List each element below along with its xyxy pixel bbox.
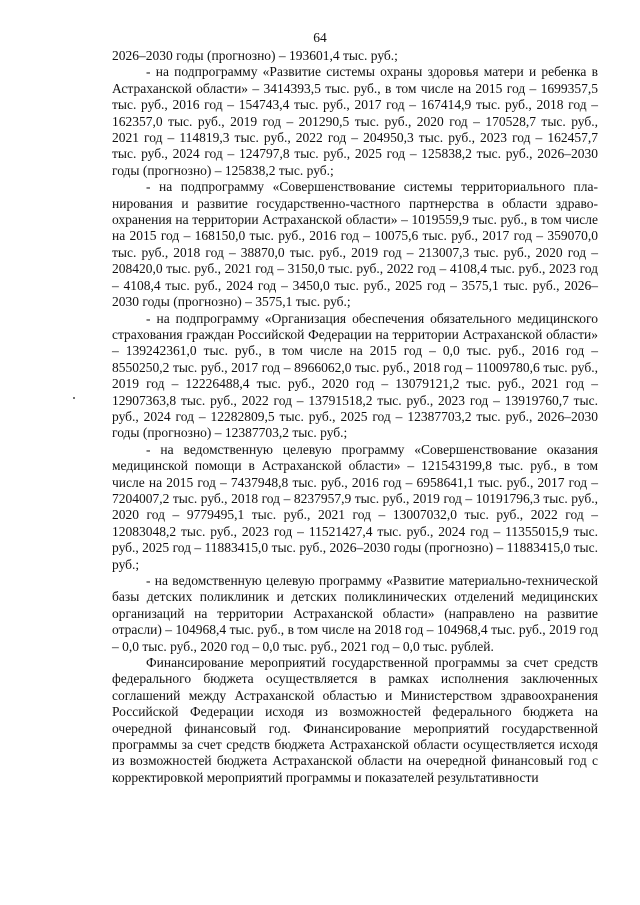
paragraph-pediatric-clinics: - на ведомственную целевую программу «Развитие материально-технической базы детских поликлиник и детских поликлинических отделений медицинских организаций на территории Астраханской области» (направлено на развитие отрасли) – 104968,4 тыс. руб., в том числе на 2018 год – 104968,4 тыс. руб., 2019 год – 0,0 тыс. руб., 2020 год – 0,0 тыс. руб., 2021 год – 0,0 тыс. рублей. xyxy=(112,573,598,654)
paragraph-continuation: 2026–2030 годы (прогнозно) – 193601,4 тыс. руб.; xyxy=(112,48,398,63)
paragraph-financing: Финансирование мероприятий государственной программы за счет средств федерального бюджета осуществляется в рамках исполнения заключенных соглашений между Астраханской областью и Министерством здравоохранения Российской Федерации исходя из возможностей федерального бюджета на очередной финансовый год. Финансирование мероприятий государственной программы за счет средств бюджета Астраханской области осуществляется исходя из возможностей бюджета Астраханской области на очередной финансовый год с корректировкой мероприятий программы и показателей результативности xyxy=(112,655,598,785)
scan-speck xyxy=(73,397,75,399)
paragraph-medical-care: - на ведомственную целевую программу «Совершенствование оказания медицинской помощи в Астраханской области» – 121543199,8 тыс. руб., в том числе на 2015 год – 7437948,8 тыс. руб., 2016 год – 6958641,1 тыс. руб., 2017 год – 7204007,2 тыс. руб., 2018 год – 8237957,9 тыс. руб., 2019 год – 10191796,3 тыс. руб., 2020 год – 9779495,1 тыс. руб., 2021 год – 13007032,0 тыс. руб., 2022 год – 12083048,2 тыс. руб., 2023 год – 11521427,4 тыс. руб., 2024 год – 11355015,9 тыс. руб., 2025 год – 11883415,0 тыс. руб., 2026–2030 годы (прогнозно) – 11883415,0 тыс. руб.; xyxy=(112,441,598,572)
page-number: 64 xyxy=(313,30,327,45)
body-text xyxy=(112,48,598,786)
paragraph-territorial-planning: - на подпрограмму «Совершенствование системы территориального планирования и развитие государственно-частного партнерства в области здравоохранения на территории Астраханской области» – 1019559,9 тыс. руб., в том числе на 2015 год – 168150,0 тыс. руб., 2016 год – 10075,6 тыс. руб., 2017 год – 359070,0 тыс. руб., 2018 год – 38870,0 тыс. руб., 2019 год – 213007,3 тыс. руб., 2020 год – 208420,0 тыс. руб., 2021 год – 3150,0 тыс. руб., 2022 год – 4108,4 тыс. руб., 2023 год – 4108,4 тыс. руб., 2024 год – 3450,0 тыс. руб., 2025 год – 3575,1 тыс. руб., 2026–2030 годы (прогнозно) – 3575,1 тыс. руб.; xyxy=(112,179,598,310)
paragraph-maternal-child-health: - на подпрограмму «Развитие системы охраны здоровья матери и ребенка в Астраханской области» – 3414393,5 тыс. руб., в том числе на 2015 год – 1699357,5 тыс. руб., 2016 год – 154743,4 тыс. руб., 2017 год – 167414,9 тыс. руб., 2018 год – 162357,0 тыс. руб., 2019 год – 201290,5 тыс. руб., 2020 год – 170528,7 тыс. руб., 2021 год – 114819,3 тыс. руб., 2022 год – 204950,3 тыс. руб., 2023 год – 162457,7 тыс. руб., 2024 год – 124797,8 тыс. руб., 2025 год – 125838,2 тыс. руб., 2026–2030 годы (прогнозно) – 125838,2 тыс. руб.; xyxy=(112,64,598,178)
paragraph-mandatory-insurance: - на подпрограмму «Организация обеспечения обязательного медицинского страхования граждан Российской Федерации на территории Астраханской области» – 139242361,0 тыс. руб., в том числе на 2015 год – 0,0 тыс. руб., 2016 год – 8550250,2 тыс. руб., 2017 год – 8966062,0 тыс. руб., 2018 год – 11009780,6 тыс. руб., 2019 год – 12226488,4 тыс. руб., 2020 год – 13079121,2 тыс. руб., 2021 год – 12907363,8 тыс. руб., 2022 год – 13791518,2 тыс. руб., 2023 год – 13919760,7 тыс. руб., 2024 год – 12282809,5 тыс. руб., 2025 год – 12387703,2 тыс. руб., 2026–2030 годы (прогнозно) – 12387703,2 тыс. руб.; xyxy=(112,310,598,441)
